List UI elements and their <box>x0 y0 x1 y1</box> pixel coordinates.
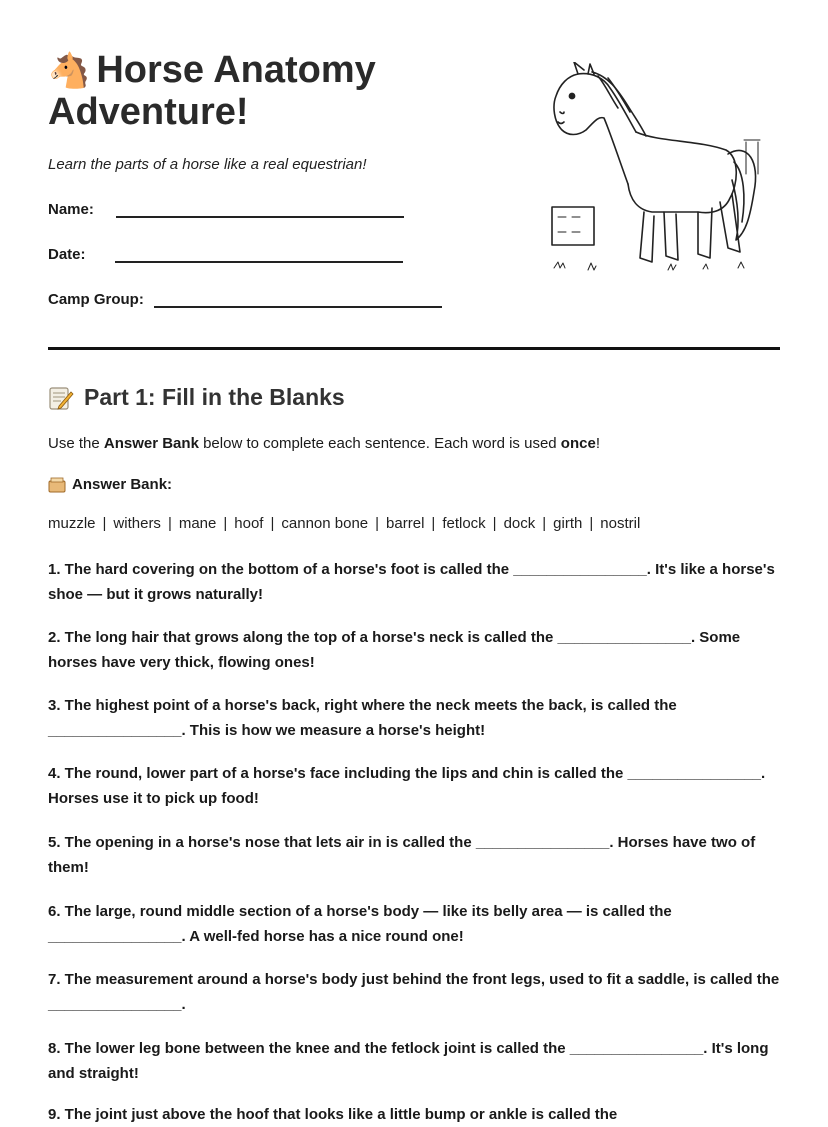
instructions-text-3: ! <box>595 435 600 452</box>
worksheet-header <box>48 0 780 350</box>
name-field <box>48 201 404 218</box>
instructions-bold-2: once <box>560 435 596 452</box>
part1-instructions <box>48 435 600 452</box>
answer-bank-word: barrel <box>386 515 425 532</box>
answer-bank-heading <box>48 476 172 493</box>
question-9: 9. The joint just above the hoof that looks like a little bump or ankle is called the <box>48 1106 618 1123</box>
horse-illustration <box>548 62 778 282</box>
question-1: 1. The hard covering on the bottom of a horse's foot is called the ________________. It's like a horse's shoe — but it grows naturally! <box>48 561 775 603</box>
question-3: 3. The highest point of a horse's back, right where the neck meets the back, is called the ________________. This is how we measure a horse's height! <box>48 697 677 739</box>
header-divider <box>48 347 780 350</box>
question-5: 5. The opening in a horse's nose that lets air in is called the ________________. Horses have two of them! <box>48 834 756 876</box>
camp-group-field <box>48 291 442 308</box>
answer-bank-word: muzzle <box>48 515 96 532</box>
memo-pencil-icon <box>48 385 74 411</box>
answer-bank-word: dock <box>503 515 536 532</box>
page-title-text: Horse Anatomy Adventure! <box>48 49 376 133</box>
answer-bank-word: withers <box>113 515 161 532</box>
part1-title: Part 1: Fill in the Blanks <box>84 384 345 410</box>
card-box-icon <box>48 477 66 493</box>
horse-face-icon: 🐴 <box>48 52 91 90</box>
camp-group-label: Camp Group: <box>48 291 144 308</box>
answer-bank-label: Answer Bank: <box>72 476 173 493</box>
answer-bank-word: hoof <box>234 515 264 532</box>
name-blank-line[interactable] <box>116 202 404 218</box>
question-2: 2. The long hair that grows along the top of a horse's neck is called the ________________. Some horses have very thick, flowing ones! <box>48 629 741 671</box>
answer-bank: muzzle | withers | mane | hoof | cannon bone | barrel | fetlock | dock | girth | nostril <box>48 515 641 532</box>
instructions-bold-1: Answer Bank <box>103 435 199 452</box>
date-field <box>48 246 403 263</box>
answer-bank-word: fetlock <box>442 515 486 532</box>
instructions-text-2: below to complete each sentence. Each word is used <box>198 435 561 452</box>
worksheet-page <box>48 0 780 1123</box>
date-blank-line[interactable] <box>115 247 403 263</box>
question-7: 7. The measurement around a horse's body just behind the front legs, used to fit a saddle, is called the ________________. <box>48 971 780 1013</box>
camp-group-blank-line[interactable] <box>154 292 442 308</box>
answer-bank-word: mane <box>178 515 217 532</box>
instructions-text-1: Use the <box>48 435 104 452</box>
question-6: 6. The large, round middle section of a horse's body — like its belly area — is called the ________________. A well-fed horse has a nice round one! <box>48 903 672 945</box>
question-8: 8. The lower leg bone between the knee and the fetlock joint is called the ________________. It's long and straight! <box>48 1040 769 1082</box>
answer-bank-word: girth <box>553 515 583 532</box>
part1-heading <box>48 384 345 411</box>
page-subtitle: Learn the parts of a horse like a real equestrian! <box>48 156 367 173</box>
answer-bank-word: cannon bone <box>281 515 369 532</box>
name-label: Name: <box>48 201 94 218</box>
date-label: Date: <box>48 246 86 263</box>
page-title <box>48 50 468 133</box>
question-4: 4. The round, lower part of a horse's face including the lips and chin is called the ________________. Horses use it to pick up food! <box>48 765 766 807</box>
answer-bank-word: nostril <box>600 515 641 532</box>
